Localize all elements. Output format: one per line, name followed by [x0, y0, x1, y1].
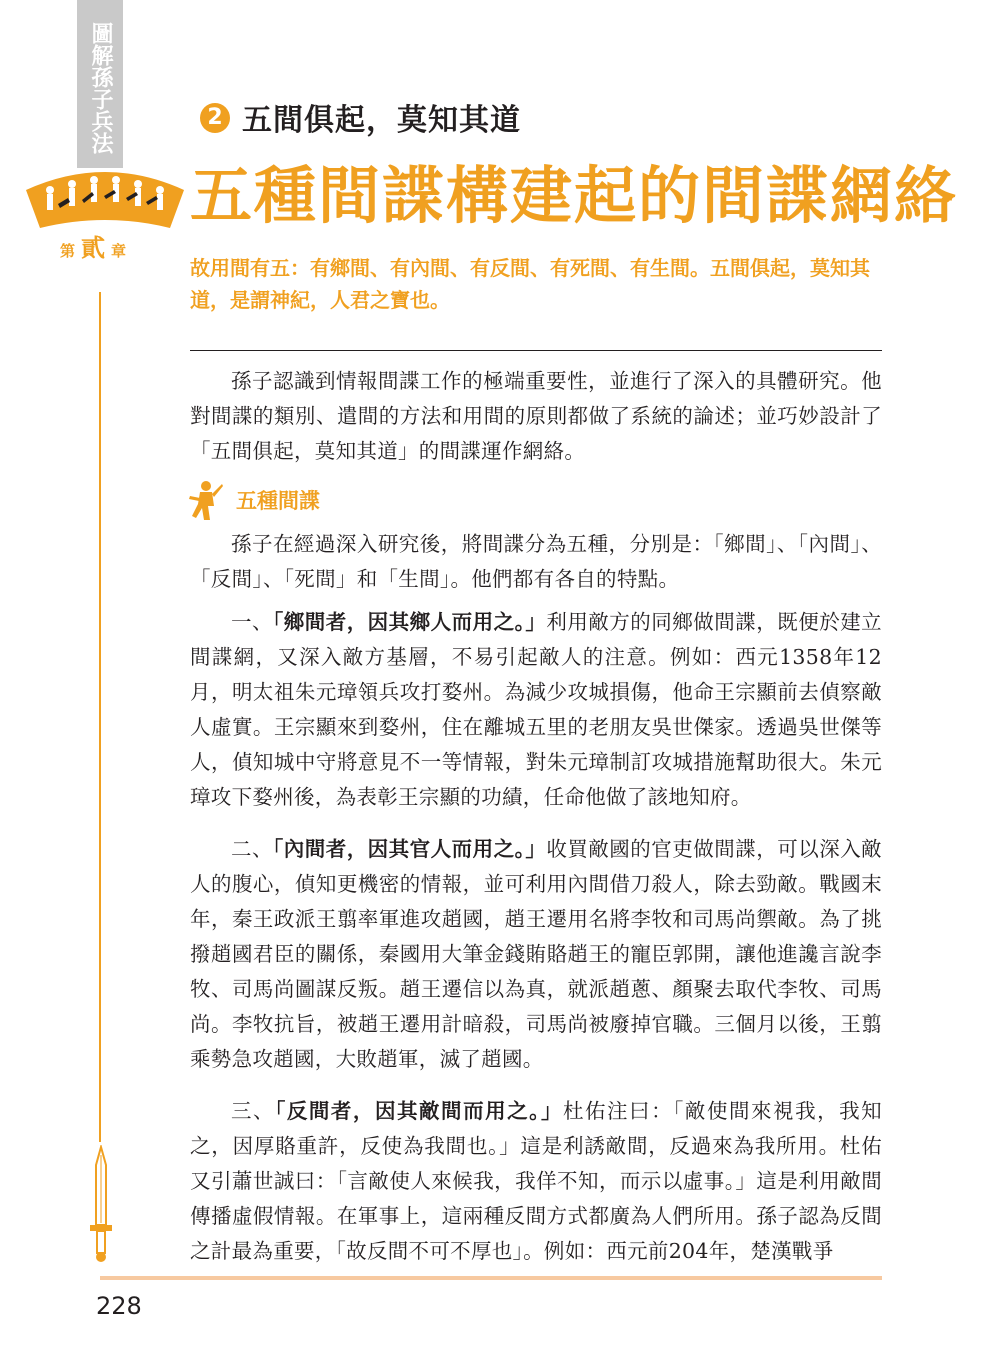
footer-rule [100, 1276, 882, 1280]
sword-icon [86, 1145, 116, 1265]
item-quote: 「反間者，因其敵間而用之。」 [275, 1099, 563, 1123]
page-number: 228 [96, 1292, 142, 1320]
book-title: 圖解孫子兵法 [88, 22, 113, 154]
item-prefix: 一、 [231, 610, 273, 634]
warrior-icon [186, 478, 224, 522]
page-title: 五種間諜構建起的間諜網絡 [190, 159, 959, 232]
chapter-suffix: 章 [111, 242, 127, 260]
item-quote: 「鄉間者，因其鄉人而用之。」 [272, 610, 547, 634]
item-prefix: 三、 [231, 1099, 276, 1123]
item-text: 利用敵方的同鄉做間諜，既便於建立間諜網，又深入敵方基層，不易引起敵人的注意。例如：西元1358年12月，明太祖朱元璋領兵攻打婺州。為減少攻城損傷，他命王宗顯前去偵察敵人虛實。王宗顯來到婺州，住在離城五里的老朋友吳世傑家。透過吳世傑等人，偵知城中守將意見不一等情報，對朱元璋制訂攻城措施幫助很大。朱元璋攻下婺州後，為表彰王宗顯的功績，任命他做了該地知府。 [190, 610, 882, 809]
item-paragraph-3 [190, 1094, 882, 1269]
item-text: 杜佑注曰：「敵使間來視我，我知之，因厚賂重許，反使為我間也。」這是利誘敵間，反過來為我所用。杜佑又引蕭世誠曰：「言敵使人來候我，我佯不知，而示以虛事。」這是利用敵間傳播虛假情報。在軍事上，這兩種反間方式都廣為人們所用。孫子認為反間之計最為重要，「故反間不可不厚也」。例如：西元前204年，楚漢戰爭 [190, 1099, 882, 1263]
section-number-badge: 2 [200, 103, 230, 133]
subsection-title: 五種間諜 [236, 489, 320, 513]
item-prefix: 二、 [231, 837, 273, 861]
intro-paragraph: 孫子認識到情報間諜工作的極端重要性，並進行了深入的具體研究。他對間諜的類別、遣間的方法和用間的原則都做了系統的論述；並巧妙設計了「五間俱起，莫知其道」的間諜運作網絡。 [190, 369, 882, 463]
chapter-prefix: 第 [60, 242, 76, 260]
chapter-number: 貳 [81, 234, 106, 262]
quote-text: 故用間有五：有鄉間、有內間、有反間、有死間、有生間。五間俱起，莫知其道，是謂神紀，人君之寶也。 [190, 256, 870, 312]
subsection-paragraph: 孫子在經過深入研究後，將間諜分為五種，分別是：「鄉間」、「內間」、「反間」、「死間」和「生間」。他們都有各自的特點。 [190, 532, 882, 591]
item-text: 收買敵國的官吏做間諜，可以深入敵人的腹心，偵知更機密的情報，並可利用內間借刀殺人，除去勁敵。戰國末年，秦王政派王翦率軍進攻趙國，趙王遷用名將李牧和司馬尚禦敵。為了挑撥趙國君臣的關係，秦國用大筆金錢賄賂趙王的寵臣郭開，讓他進讒言說李牧、司馬尚圖謀反叛。趙王遷信以為真，就派趙蔥、顏聚去取代李牧、司馬尚。李牧抗旨，被趙王遷用計暗殺，司馬尚被廢掉官職。三個月以後，王翦乘勢急攻趙國，大敗趙軍，滅了趙國。 [190, 837, 882, 1071]
sidebar-divider [99, 292, 101, 1142]
item-quote: 「內間者，因其官人而用之。」 [272, 837, 547, 861]
heading-divider [190, 350, 882, 351]
chapter-label [60, 228, 126, 263]
warriors-banner-icon [20, 160, 190, 232]
section-title: 五間俱起，莫知其道 [242, 103, 521, 138]
item-paragraph-2 [190, 832, 882, 1077]
item-paragraph-1 [190, 605, 882, 815]
